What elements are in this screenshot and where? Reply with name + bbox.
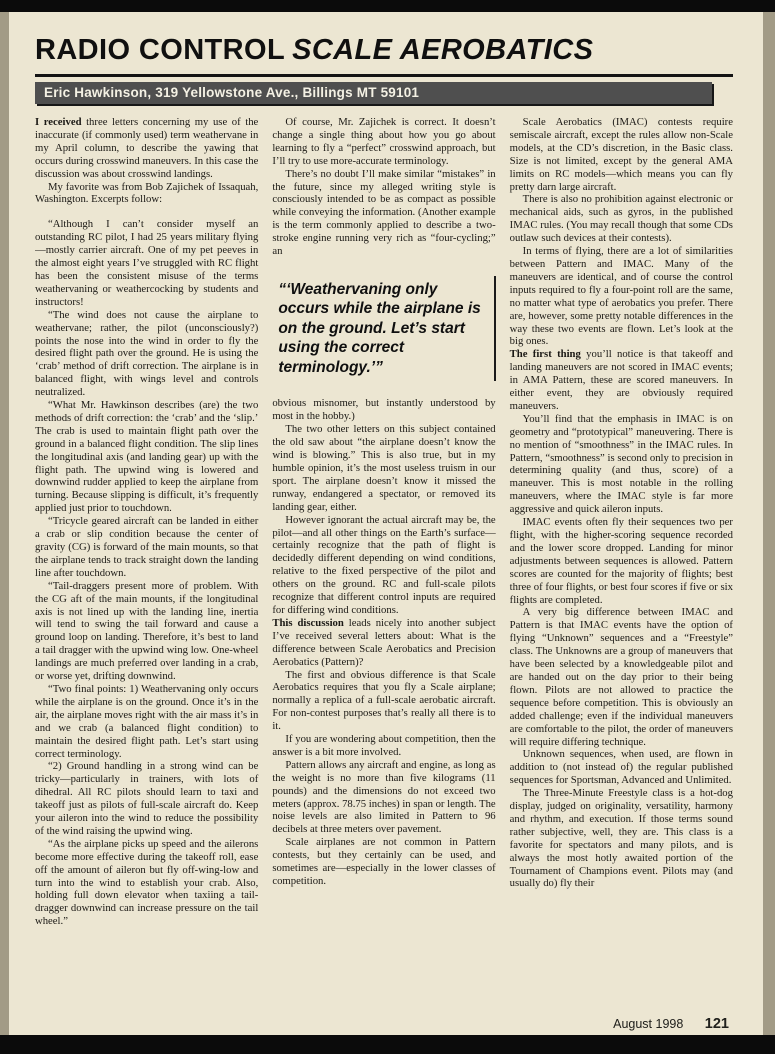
paragraph: The first and obvious difference is that Scale Aerobatics requires that you fly a Scale airplane; normally a replica of a full-scale aerobatic aircraft. For non-contest purposes that’s really all there is to it. (272, 668, 496, 733)
paragraph: Pattern allows any aircraft and engine, as long as the weight is no more than five kilograms (11 pounds) and the dimensions do not exceed two meters (approx. 78.75 inches) in span or length. The noise levels are also limited in Pattern to 96 decibels at three meters over pavement. (272, 758, 496, 836)
paragraph: There’s no doubt I’ll make similar “mistakes” in the future, since my alleged writing style is consciously intended to be as compact as possible while conveying the information. (Another example is the term commonly applied to describe a two-stroke engine running very rich as “four-cycling;” an (272, 167, 496, 258)
paragraph: The first thing you’ll notice is that takeoff and landing maneuvers are not scored in IMAC events; in AMA Pattern, these are scored maneuvers. In either event, they are obviously required maneuvers. (509, 348, 733, 412)
paragraph: “As the airplane picks up speed and the ailerons become more effective during the takeoff roll, ease off the amount of aileron but fly off-wing-low and turn into the wind to establish your crab. Also, holding full down elevator when taxiing a tail-dragger downwind can increase pressure on the tail wheel.” (35, 837, 259, 928)
paragraph: The Three-Minute Freestyle class is a hot-dog display, judged on originality, versatility, harmony and rhythm, and execution. If those terms sound rather subjective, well, they are. This class is a favorite for spectators and many pilots, and is always the most hotly awaited portion of the Tournament of Champions event. Pilots may (and usually do) fly their (509, 787, 733, 890)
page-number: 121 (704, 1016, 729, 1032)
column-1 (35, 116, 258, 1024)
paragraph: A very big difference between IMAC and Pattern is that IMAC events have the option of flying “Unknown” sequences and a “Freestyle” class. The Unknowns are a group of maneuvers that have been selected by a knowledgeable pilot and are handed out on the day prior to their being flown. Pilots are not allowed to practice the sequence before competition. This is obviously an added challenge; even if the individual maneuvers are comfortable to the pilot, the order of maneuvers will require differing technique. (509, 606, 733, 748)
column-2-top (272, 116, 495, 258)
paragraph: The two other letters on this subject contained the old saw about “the airplane doesn’t know the wind is blowing.” This is also true, but in my humble opinion, it’s the most useless truism in our sport. The airplane doesn’t know it missed the runway, endangered a spectator, or removed its landing gear, either. (272, 423, 496, 513)
paragraph: In terms of flying, there are a lot of similarities between Pattern and IMAC. Many of the maneuvers are identical, and of course the control inputs required to fly a four-point roll are the same, no matter what type of aerobatics you prefer. There are, however, some pretty notable differences in the way these two events are flown. Let’s look at the big ones. (509, 245, 733, 348)
masthead (35, 34, 733, 104)
paragraph: You’ll find that the emphasis in IMAC is on geometry and “prototypical” maneuvering. There is no mention of “smoothness” in the IMAC rules. In Pattern, “smoothness” is second only to precision in determining quality (and thus, score) of a maneuver. This is most notable in the rolling maneuvers, where the IMAC style is far more aggressive and quick aileron inputs. (509, 412, 733, 516)
page (9, 12, 763, 1035)
paragraph: I received three letters concerning my use of the inaccurate (if commonly used) term weathervane in my April column, to describe the yawing that occurs during crosswind maneuvers. In this case the discussion was about crosswind landings. (35, 116, 259, 180)
paragraph: “Two final points: 1) Weathervaning only occurs while the airplane is on the ground. Once it’s in the air, the airplane moves right with the air mass it’s in and we crab (a balanced flight condition) to maintain the desired flight path. Let’s start using correct terminology. (35, 682, 259, 760)
column-3 (510, 116, 733, 1024)
article-columns (35, 116, 733, 1024)
paragraph: This discussion leads nicely into another subject I’ve received several letters about: What is the difference between Scale Aerobatics and Precision Aerobatics (Pattern)? (272, 616, 496, 668)
paragraph: If you are wondering about competition, then the answer is a bit more involved. (272, 733, 496, 758)
paragraph: Unknown sequences, when used, are flown in addition to (not instead of) the regular published sequences for Sportsman, Advanced and Unlimited. (509, 748, 733, 787)
paragraph: “The wind does not cause the airplane to weathervane; rather, the pilot (unconsciously?) points the nose into the wind in order to fly the desired flight path over the ground. He is using the ‘crab’ method of drift correction. The airplane is in balanced flight, with wings level and controls neutralized. (35, 308, 259, 399)
paragraph: IMAC events often fly their sequences two per flight, with the higher-scoring sequence recorded and the lower score dropped. Landing for minor adjustments between sequences is allowed. Pattern scores are counted for the majority of flights; best three of four flights, or best four scores if five or six flights are completed. (509, 516, 733, 606)
paragraph: There is also no prohibition against electronic or mechanical aids, such as gyros, in the published IMAC rules. (You may recall though that some CDs outlaw such devices at their contests). (509, 193, 733, 245)
paragraph: Scale Aerobatics (IMAC) contests require semiscale aircraft, except the rules allow non-Scale models, at the CD’s discretion, in the Basic class. Size is not limited, except by the general AMA limits on RC models—which means you can fly pretty darn large aircraft. (509, 116, 733, 193)
paragraph: “2) Ground handling in a strong wind can be tricky—particularly in trainers, with lots of dihedral. All RC pilots should learn to taxi and takeoff just as pilots of full-scale aircraft do. Keep your aileron into the wind to reduce the possibility of the wind raising the upwind wing. (35, 760, 259, 837)
paragraph: Scale airplanes are not common in Pattern contests, but they certainly can be used, and sometimes are—especially in the lower classes of competition. (272, 836, 496, 887)
column-2-bottom (272, 397, 495, 887)
page-footer (613, 1016, 729, 1032)
paragraph: My favorite was from Bob Zajichek of Issaquah, Washington. Excerpts follow: (35, 180, 259, 206)
byline-bar: Eric Hawkinson, 319 Yellowstone Ave., Billings MT 59101 (35, 82, 712, 104)
paragraph: “Tail-draggers present more of problem. With the CG aft of the main mounts, if the longitudinal axis is not lined up with the landing line, inertia will tend to swing the tail forward and cause a ground loop on landing. Therefore, it’s best to land a tail dragger with the upwind wing low. One-wheel landings are much preferred over landing in a crab, or worse yet, drifting downwind. (35, 579, 259, 683)
title-rule (35, 74, 733, 77)
paragraph: However ignorant the actual aircraft may be, the pilot—and all other things on the Earth’s surface—certainly recognize that the path of flight is decidedly different depending on wind conditions, relative to the fixed perspective of the pilot and others on the ground. RC and full-scale pilots recognize that different control inputs are required for differing wind conditions. (272, 513, 496, 616)
scan-edge-bottom (0, 1035, 775, 1054)
scan-edge-top (0, 0, 775, 12)
paragraph: “Tricycle geared aircraft can be landed in either a crab or slip condition because the center of gravity (CG) is forward of the main mounts, so that the airplane tends to track straight down the landing line after touchdown. (35, 515, 259, 579)
paragraph: obvious misnomer, but instantly understood by most in the hobby.) (272, 397, 496, 423)
paragraph: “What Mr. Hawkinson describes (are) the two methods of drift correction: the ‘crab’ and the ‘slip.’ The crab is used to maintain flight path over the ground in a balanced flight condition. The slip lines the longitudinal axis (and landing gear) up with the flight path. The upwind wing is lowered and downwind rudder applied to keep the airplane from turning. Because slipping is difficult, it’s frequently applied just prior to touchdown. (35, 399, 259, 515)
issue-date: August 1998 (613, 1017, 684, 1031)
column-2 (272, 116, 495, 1024)
paragraph: Of course, Mr. Zajichek is correct. It doesn’t change a single thing about how you go about learning to fly a “perfect” crosswind approach, but I’ll try to use more-accurate terminology. (272, 116, 496, 167)
paragraph: “Although I can’t consider myself an outstanding RC pilot, I had 25 years military flying—mostly carrier aircraft. One of my pet peeves in the almost eight years I’ve struggled with RC flight has been the consistent misuse of the terms weathervaning or weathercocking by students and instructors! (35, 218, 259, 308)
title-regular: RADIO CONTROL (35, 34, 286, 66)
pull-quote: “‘Weathervaning only occurs while the airplane is on the ground. Let’s start using the correct terminology.’” (278, 276, 495, 382)
page-title (35, 34, 733, 67)
title-italic: SCALE AEROBATICS (292, 34, 594, 66)
